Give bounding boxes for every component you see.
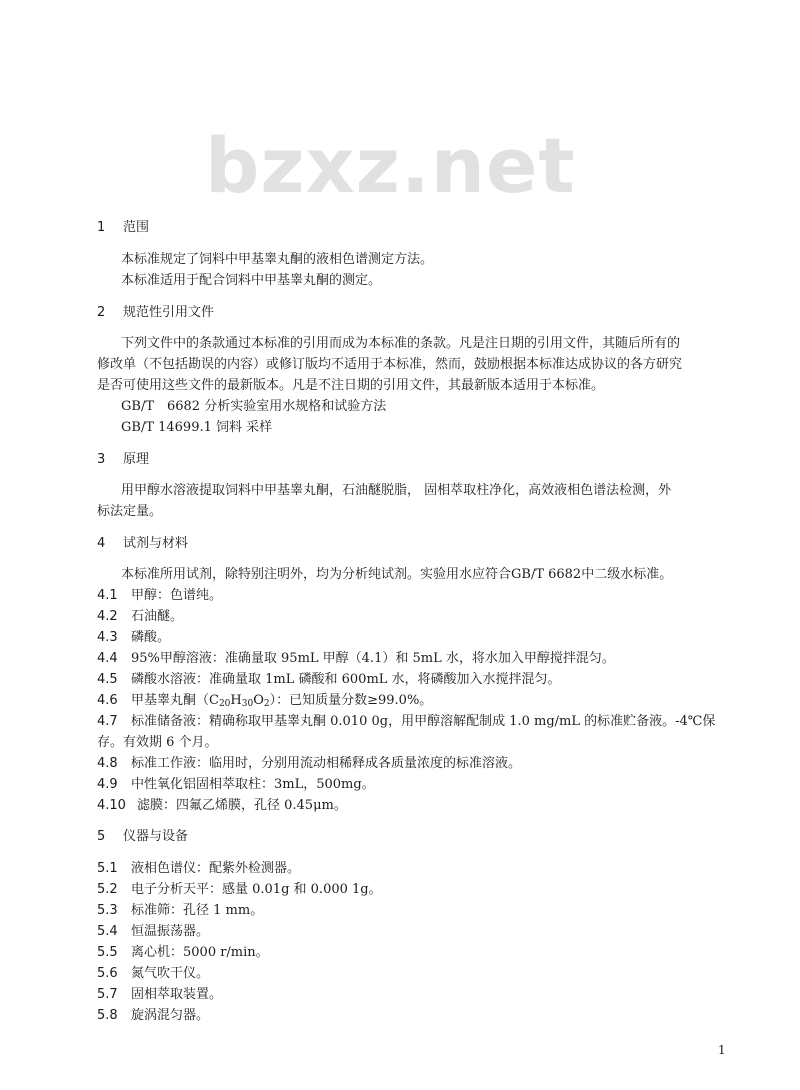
item-number: 5.5: [97, 945, 118, 960]
list-item: [97, 714, 715, 730]
item-text: 95%甲醇溶液：准确量取 95mL 甲醇（4.1）和 5mL 水，将水加入甲醇搅拌混匀。: [131, 651, 615, 666]
paragraph-line: 用甲醇水溶液提取饲料中甲基睾丸酮，石油醚脱脂， 固相萃取柱净化，高效液相色谱法检测，外: [121, 483, 672, 498]
section-title: 范围: [123, 220, 150, 235]
section-title: 原理: [123, 452, 150, 467]
section-heading-equipment: [97, 829, 188, 845]
item-text: 标准筛：孔径 1 mm。: [131, 903, 264, 918]
item-text: 离心机：5000 r/min。: [131, 945, 269, 960]
item-number: 5.3: [97, 903, 118, 918]
item-number: 4.2: [97, 609, 118, 624]
list-item: [97, 861, 300, 877]
watermark: bzxz.net: [205, 121, 576, 210]
item-text: 甲基睾丸酮（C: [131, 693, 219, 708]
item-number: 5.6: [97, 966, 118, 981]
item-text: 滤膜：四氟乙烯膜，孔径 0.45μm。: [137, 798, 347, 813]
item-number: 4.7: [97, 714, 118, 729]
list-item: [97, 651, 615, 667]
paragraph: 本标准适用于配合饲料中甲基睾丸酮的测定。: [121, 273, 382, 288]
item-number: 5.2: [97, 882, 118, 897]
list-item: [97, 903, 263, 919]
section-heading-principle: [97, 452, 149, 468]
section-heading-references: [97, 305, 214, 321]
section-heading-scope: [97, 220, 149, 236]
paragraph: 本标准所用试剂，除特别注明外，均为分析纯试剂。实验用水应符合GB/T 6682中二级水标准。: [121, 567, 673, 582]
paragraph-line: 修改单（不包括勘误的内容）或修订版均不适用于本标准，然而，鼓励根据本标准达成协议的各方研究: [97, 357, 683, 372]
list-item: [97, 777, 375, 793]
item-number: 5.1: [97, 861, 118, 876]
reference-item: GB/T 6682 分析实验室用水规格和试验方法: [121, 399, 387, 414]
item-text: 氮气吹干仪。: [131, 966, 210, 981]
item-text: 甲醇：色谱纯。: [131, 588, 223, 603]
item-text: 标准工作液：临用时，分别用流动相稀释成各质量浓度的标准溶液。: [131, 756, 522, 771]
section-number: 2: [97, 305, 106, 320]
item-number: 4.10: [97, 798, 126, 813]
item-text: 固相萃取装置。: [131, 987, 223, 1002]
section-number: 5: [97, 829, 106, 844]
list-item: [97, 966, 209, 982]
item-number: 4.6: [97, 693, 118, 708]
paragraph: 本标准规定了饲料中甲基睾丸酮的液相色谱测定方法。: [121, 252, 434, 267]
list-item: [97, 588, 222, 604]
item-text: 液相色谱仪：配紫外检测器。: [131, 861, 301, 876]
formula-subscript: 2: [263, 699, 270, 709]
list-item: [97, 798, 347, 814]
list-item: [97, 672, 561, 688]
page-number: 1: [718, 1043, 726, 1057]
section-number: 4: [97, 536, 106, 551]
formula-subscript: 30: [241, 699, 254, 709]
reference-item: GB/T 14699.1 饲料 采样: [121, 420, 273, 435]
item-text: ）：已知质量分数≥99.0%。: [269, 693, 433, 708]
item-number: 5.8: [97, 1008, 118, 1023]
section-heading-reagents: [97, 536, 188, 552]
item-text: 中性氧化铝固相萃取柱：3mL，500mg。: [131, 777, 375, 792]
item-number: 5.7: [97, 987, 118, 1002]
item-number: 5.4: [97, 924, 118, 939]
item-number: 4.9: [97, 777, 118, 792]
formula-element: H: [230, 693, 242, 708]
item-text: 恒温振荡器。: [131, 924, 210, 939]
list-item: [97, 882, 382, 898]
formula-element: O: [253, 693, 264, 708]
list-item: [97, 630, 170, 646]
item-text: 标准储备液：精确称取甲基睾丸酮 0.010 0g，用甲醇溶解配制成 1.0 mg/mL 的标准贮备液。-4℃保: [131, 714, 716, 729]
list-item: [97, 945, 269, 961]
item-number: 4.1: [97, 588, 118, 603]
item-text: 旋涡混匀器。: [131, 1008, 210, 1023]
formula-subscript: 20: [218, 699, 231, 709]
paragraph-line: 下列文件中的条款通过本标准的引用而成为本标准的条款。凡是注日期的引用文件，其随后所有的: [121, 336, 681, 351]
item-number: 4.4: [97, 651, 118, 666]
item-number: 4.3: [97, 630, 118, 645]
paragraph-line: 是否可使用这些文件的最新版本。凡是不注日期的引用文件，其最新版本适用于本标准。: [97, 378, 605, 393]
list-item: [97, 987, 222, 1003]
section-number: 1: [97, 220, 106, 235]
list-item-formula: [97, 693, 432, 709]
item-text: 磷酸水溶液：准确量取 1mL 磷酸和 600mL 水，将磷酸加入水搅拌混匀。: [131, 672, 561, 687]
list-item: [97, 924, 209, 940]
list-item: [97, 1008, 209, 1024]
item-number: 4.8: [97, 756, 118, 771]
item-number: 4.5: [97, 672, 118, 687]
section-number: 3: [97, 452, 106, 467]
paragraph-line: 标法定量。: [97, 504, 163, 519]
section-title: 规范性引用文件: [123, 305, 215, 320]
item-text: 磷酸。: [131, 630, 171, 645]
list-item: [97, 609, 183, 625]
section-title: 仪器与设备: [123, 829, 189, 844]
list-item: [97, 756, 521, 772]
list-item-continuation: 存。有效期 6 个月。: [97, 735, 218, 750]
item-text: 电子分析天平：感量 0.01g 和 0.000 1g。: [131, 882, 382, 897]
item-text: 石油醚。: [131, 609, 184, 624]
section-title: 试剂与材料: [123, 536, 189, 551]
